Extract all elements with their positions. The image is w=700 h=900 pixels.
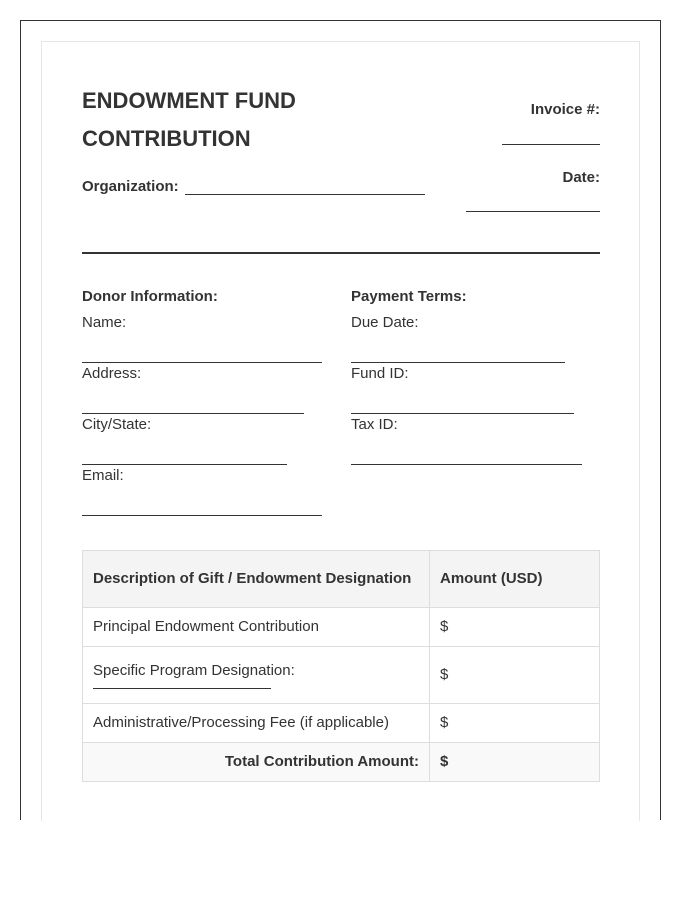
total-label: Total Contribution Amount:: [83, 743, 430, 782]
header-divider: [82, 252, 600, 254]
table-row: [83, 647, 600, 704]
organization-label: Organization:: [82, 178, 179, 195]
description-column-header: Description of Gift / Endowment Designation: [83, 551, 430, 608]
row-description: Principal Endowment Contribution: [83, 608, 430, 647]
date-label: Date:: [562, 169, 600, 186]
table-header-row: [83, 551, 600, 608]
field-label: City/State:: [82, 416, 152, 433]
due-date-input[interactable]: [351, 362, 565, 363]
fund-id-input[interactable]: [351, 413, 574, 414]
payment-terms-section: [351, 288, 601, 467]
program-designation-input[interactable]: [93, 688, 271, 689]
due-date-field: [351, 314, 601, 365]
row-description: Administrative/Processing Fee (if applicable): [83, 704, 430, 743]
invoice-number-label: Invoice #:: [530, 101, 600, 118]
tax-id-field: [351, 416, 601, 467]
payment-terms-heading: Payment Terms:: [351, 288, 467, 305]
row-description-cell: [83, 647, 430, 704]
date-field[interactable]: [466, 211, 600, 212]
row-amount[interactable]: $: [430, 647, 600, 704]
total-row: [83, 743, 600, 782]
donor-name-field: [82, 314, 332, 365]
row-amount[interactable]: $: [430, 608, 600, 647]
field-label: Fund ID:: [351, 365, 409, 382]
row-amount[interactable]: $: [430, 704, 600, 743]
donor-name-input[interactable]: [82, 362, 322, 363]
fund-id-field: [351, 365, 601, 416]
donor-city-state-field: [82, 416, 332, 467]
amount-column-header: Amount (USD): [430, 551, 600, 608]
organization-field[interactable]: [185, 178, 425, 195]
donor-address-input[interactable]: [82, 413, 304, 414]
field-label: Email:: [82, 467, 124, 484]
invoice-number-field[interactable]: [502, 144, 600, 145]
donor-email-input[interactable]: [82, 515, 322, 516]
field-label: Due Date:: [351, 314, 419, 331]
gift-table: [82, 550, 600, 782]
total-amount[interactable]: $: [430, 743, 600, 782]
donor-information-section: [82, 288, 332, 518]
table-row: [83, 704, 600, 743]
field-label: Address:: [82, 365, 142, 382]
donor-email-field: [82, 467, 332, 518]
field-label: Tax ID:: [351, 416, 398, 433]
row-description: Specific Program Designation:: [93, 661, 295, 679]
organization-row: [82, 178, 425, 195]
field-label: Name:: [82, 314, 127, 331]
document-title: ENDOWMENT FUND CONTRIBUTION: [82, 88, 296, 151]
donor-address-field: [82, 365, 332, 416]
tax-id-input[interactable]: [351, 464, 582, 465]
table-row: [83, 608, 600, 647]
donor-city-state-input[interactable]: [82, 464, 287, 465]
donor-information-heading: Donor Information:: [82, 288, 218, 305]
